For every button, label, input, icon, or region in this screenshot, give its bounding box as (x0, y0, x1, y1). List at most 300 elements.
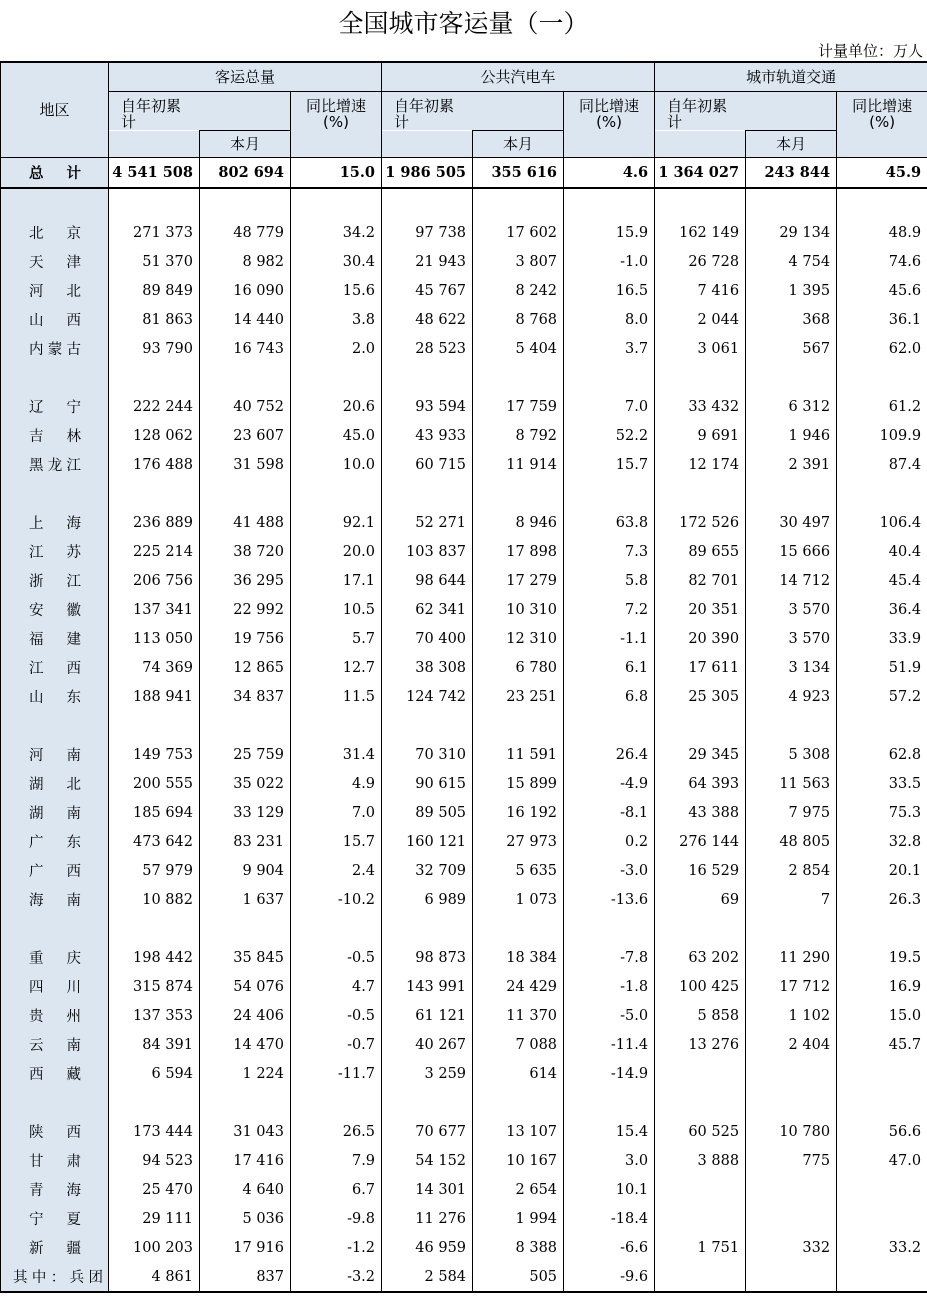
ytd-cell (109, 914, 200, 943)
month-cell: 27 973 (473, 827, 564, 856)
table-row (1, 247, 927, 276)
region-cell (1, 537, 109, 566)
ytd-cell: 222 244 (109, 392, 200, 421)
month-cell: 22 992 (200, 595, 291, 624)
yoy-cell: 5.8 (564, 566, 655, 595)
ytd-cell: 3 061 (655, 334, 746, 363)
yoy-header-rail (837, 92, 927, 158)
ytd-cell: 10 882 (109, 885, 200, 914)
month-cell (473, 1088, 564, 1117)
ytd-cell: 225 214 (109, 537, 200, 566)
month-cell: 11 563 (746, 769, 837, 798)
ytd-cell: 25 470 (109, 1175, 200, 1204)
region-name: 湖南 (29, 806, 81, 822)
ytd-cell: 137 353 (109, 1001, 200, 1030)
ytd-cell: 94 523 (109, 1146, 200, 1175)
ytd-cell: 29 111 (109, 1204, 200, 1233)
month-cell: 4 754 (746, 247, 837, 276)
ytd-cell (109, 479, 200, 508)
table-row (1, 334, 927, 363)
yoy-cell: -6.6 (564, 1233, 655, 1262)
ytd-cell: 89 849 (109, 276, 200, 305)
yoy-cell: 31.4 (291, 740, 382, 769)
month-cell: 1 637 (200, 885, 291, 914)
region-cell (1, 653, 109, 682)
yoy-cell: 15.7 (291, 827, 382, 856)
spacer-row (1, 914, 927, 943)
ytd-cell: 185 694 (109, 798, 200, 827)
ytd-cell: 52 271 (382, 508, 473, 537)
yoy-cell: 19.5 (837, 943, 927, 972)
yoy-cell (837, 1088, 927, 1117)
yoy-cell: 109.9 (837, 421, 927, 450)
ytd-cell: 9 691 (655, 421, 746, 450)
month-cell: 17 416 (200, 1146, 291, 1175)
table-row (1, 624, 927, 653)
yoy-cell: 75.3 (837, 798, 927, 827)
ytd-cell: 32 709 (382, 856, 473, 885)
ytd-cell: 48 622 (382, 305, 473, 334)
ytd-cell (655, 1059, 746, 1088)
group-header-total: 客运总量 (109, 62, 382, 92)
yoy-cell (291, 711, 382, 740)
ytd-cell: 93 790 (109, 334, 200, 363)
table-body (1, 158, 927, 1293)
yoy-cell: -4.9 (564, 769, 655, 798)
month-cell: 17 279 (473, 566, 564, 595)
region-name: 广西 (29, 864, 81, 880)
month-cell: 38 720 (200, 537, 291, 566)
ytd-cell: 28 523 (382, 334, 473, 363)
month-cell: 13 107 (473, 1117, 564, 1146)
ytd-cell: 162 149 (655, 218, 746, 247)
table-row (1, 885, 927, 914)
yoy-cell (291, 188, 382, 218)
ytd-cell: 5 858 (655, 1001, 746, 1030)
yoy-cell: 62.8 (837, 740, 927, 769)
yoy-cell: 63.8 (564, 508, 655, 537)
region-cell (1, 247, 109, 276)
region-name: 宁夏 (29, 1212, 81, 1228)
table-row (1, 1117, 927, 1146)
region-name: 其中：兵团 (13, 1270, 103, 1286)
yoy-cell: 48.9 (837, 218, 927, 247)
region-name: 广东 (29, 835, 81, 851)
ytd-cell: 173 444 (109, 1117, 200, 1146)
ytd-cell: 7 416 (655, 276, 746, 305)
yoy-cell: 56.6 (837, 1117, 927, 1146)
month-cell (473, 363, 564, 392)
region-cell (1, 740, 109, 769)
month-cell: 17 759 (473, 392, 564, 421)
ytd-cell (109, 1088, 200, 1117)
month-cell: 12 865 (200, 653, 291, 682)
region-cell (1, 334, 109, 363)
yoy-cell: 3.8 (291, 305, 382, 334)
month-cell: 2 404 (746, 1030, 837, 1059)
region-cell (1, 392, 109, 421)
yoy-line1: 同比增速 (306, 97, 367, 115)
ytd-cell: 137 341 (109, 595, 200, 624)
spacer-row (1, 1088, 927, 1117)
region-cell (1, 479, 109, 508)
ytd-cell: 43 933 (382, 421, 473, 450)
ytd-header-bus (382, 92, 564, 131)
ytd-text: 自年初累计 (394, 97, 455, 131)
month-cell (473, 188, 564, 218)
yoy-cell: 45.9 (837, 158, 927, 189)
yoy-cell: 7.0 (564, 392, 655, 421)
ytd-cell: 20 390 (655, 624, 746, 653)
month-cell (746, 1175, 837, 1204)
month-cell: 17 712 (746, 972, 837, 1001)
table-row (1, 392, 927, 421)
month-cell (473, 711, 564, 740)
month-cell: 5 308 (746, 740, 837, 769)
month-cell: 34 837 (200, 682, 291, 711)
region-cell (1, 218, 109, 247)
ytd-cell: 271 373 (109, 218, 200, 247)
region-name: 内蒙古 (29, 342, 81, 358)
ytd-cell: 6 989 (382, 885, 473, 914)
month-cell: 837 (200, 1262, 291, 1292)
spacer-row (1, 711, 927, 740)
yoy-cell: 10.1 (564, 1175, 655, 1204)
yoy-cell: 15.4 (564, 1117, 655, 1146)
region-name: 四川 (29, 980, 81, 996)
region-name: 天津 (29, 255, 81, 271)
spacer-row (1, 188, 927, 218)
month-cell: 23 607 (200, 421, 291, 450)
region-cell (1, 1204, 109, 1233)
ytd-cell (655, 1262, 746, 1292)
month-cell: 332 (746, 1233, 837, 1262)
yoy-cell: 7.0 (291, 798, 382, 827)
yoy-cell: -13.6 (564, 885, 655, 914)
yoy-cell: 62.0 (837, 334, 927, 363)
table-row (1, 450, 927, 479)
ytd-cell: 63 202 (655, 943, 746, 972)
ytd-cell: 100 425 (655, 972, 746, 1001)
yoy-cell: -1.2 (291, 1233, 382, 1262)
spacer-row (1, 363, 927, 392)
yoy-cell: 47.0 (837, 1146, 927, 1175)
yoy-cell: 12.7 (291, 653, 382, 682)
yoy-line2: (%) (323, 113, 349, 131)
month-header-rail: 本月 (746, 131, 837, 158)
ytd-cell: 64 393 (655, 769, 746, 798)
ytd-cell: 46 959 (382, 1233, 473, 1262)
yoy-cell: -0.5 (291, 943, 382, 972)
month-cell: 25 759 (200, 740, 291, 769)
yoy-cell: 16.5 (564, 276, 655, 305)
month-header-bus: 本月 (473, 131, 564, 158)
ytd-cell: 315 874 (109, 972, 200, 1001)
month-cell: 2 391 (746, 450, 837, 479)
table-row (1, 1262, 927, 1292)
ytd-cell: 1 364 027 (655, 158, 746, 189)
ytd-cell: 3 259 (382, 1059, 473, 1088)
yoy-line2: (%) (596, 113, 623, 131)
yoy-cell: -1.1 (564, 624, 655, 653)
table-row (1, 682, 927, 711)
ytd-cell (655, 1088, 746, 1117)
table-row (1, 1030, 927, 1059)
ytd-cell (655, 479, 746, 508)
ytd-cell: 54 152 (382, 1146, 473, 1175)
yoy-cell (837, 188, 927, 218)
region-cell (1, 914, 109, 943)
month-header-total: 本月 (200, 131, 291, 158)
ytd-cell: 172 526 (655, 508, 746, 537)
month-cell: 2 854 (746, 856, 837, 885)
month-cell (200, 711, 291, 740)
month-cell (200, 188, 291, 218)
ytd-cell: 124 742 (382, 682, 473, 711)
region-name: 上海 (29, 516, 81, 532)
region-name: 吉林 (29, 429, 81, 445)
yoy-cell: 6.8 (564, 682, 655, 711)
yoy-cell: 74.6 (837, 247, 927, 276)
yoy-cell: 36.1 (837, 305, 927, 334)
ytd-cell: 90 615 (382, 769, 473, 798)
ytd-cell: 61 121 (382, 1001, 473, 1030)
yoy-cell: 92.1 (291, 508, 382, 537)
page-title: 全国城市客运量（一） (338, 9, 589, 38)
ytd-cell: 2 044 (655, 305, 746, 334)
region-name: 河北 (29, 284, 81, 300)
month-cell: 5 404 (473, 334, 564, 363)
yoy-cell: 3.0 (564, 1146, 655, 1175)
yoy-cell: -7.8 (564, 943, 655, 972)
region-cell (1, 508, 109, 537)
month-cell: 505 (473, 1262, 564, 1292)
yoy-cell (564, 711, 655, 740)
table-row (1, 1001, 927, 1030)
month-cell: 7 (746, 885, 837, 914)
region-name: 海南 (29, 893, 81, 909)
month-cell: 14 712 (746, 566, 837, 595)
yoy-cell: 52.2 (564, 421, 655, 450)
region-name: 湖北 (29, 777, 81, 793)
table-row (1, 1146, 927, 1175)
yoy-cell: 36.4 (837, 595, 927, 624)
month-cell: 31 043 (200, 1117, 291, 1146)
spacer-row (1, 479, 927, 508)
yoy-cell (837, 711, 927, 740)
yoy-cell (837, 1175, 927, 1204)
month-cell (473, 479, 564, 508)
ytd-cell (655, 711, 746, 740)
month-cell: 7 088 (473, 1030, 564, 1059)
month-cell: 54 076 (200, 972, 291, 1001)
region-cell (1, 624, 109, 653)
yoy-cell: -0.5 (291, 1001, 382, 1030)
yoy-cell: 33.2 (837, 1233, 927, 1262)
table-row (1, 972, 927, 1001)
yoy-cell: -1.8 (564, 972, 655, 1001)
month-cell: 243 844 (746, 158, 837, 189)
month-cell (746, 363, 837, 392)
table-row (1, 827, 927, 856)
yoy-cell: 45.0 (291, 421, 382, 450)
yoy-cell: -9.8 (291, 1204, 382, 1233)
region-cell (1, 421, 109, 450)
yoy-cell (564, 479, 655, 508)
region-name: 浙江 (29, 574, 81, 590)
yoy-line1: 同比增速 (852, 97, 913, 115)
table-row (1, 421, 927, 450)
month-cell (746, 1262, 837, 1292)
ytd-cell: 176 488 (109, 450, 200, 479)
month-cell: 3 807 (473, 247, 564, 276)
ytd-cell: 188 941 (109, 682, 200, 711)
month-cell (746, 711, 837, 740)
ytd-cell: 33 432 (655, 392, 746, 421)
yoy-cell: 40.4 (837, 537, 927, 566)
region-name: 江西 (29, 661, 81, 677)
yoy-cell: -18.4 (564, 1204, 655, 1233)
region-name: 青海 (29, 1183, 81, 1199)
month-cell: 15 899 (473, 769, 564, 798)
month-cell: 1 994 (473, 1204, 564, 1233)
region-cell (1, 305, 109, 334)
yoy-cell: 30.4 (291, 247, 382, 276)
ytd-cell: 2 584 (382, 1262, 473, 1292)
ytd-cell: 38 308 (382, 653, 473, 682)
ytd-cell: 6 594 (109, 1059, 200, 1088)
table-row (1, 798, 927, 827)
region-cell (1, 798, 109, 827)
table-row (1, 305, 927, 334)
month-cell: 775 (746, 1146, 837, 1175)
yoy-cell (837, 479, 927, 508)
month-cell (200, 479, 291, 508)
month-cell: 17 898 (473, 537, 564, 566)
yoy-cell: 51.9 (837, 653, 927, 682)
region-name: 贵州 (29, 1009, 81, 1025)
region-cell (1, 450, 109, 479)
month-cell: 14 470 (200, 1030, 291, 1059)
month-cell: 9 904 (200, 856, 291, 885)
ytd-spacer (382, 131, 473, 158)
yoy-cell: 15.9 (564, 218, 655, 247)
ytd-cell: 200 555 (109, 769, 200, 798)
yoy-header-total (291, 92, 382, 158)
ytd-cell: 51 370 (109, 247, 200, 276)
yoy-header-bus (564, 92, 655, 158)
ytd-cell: 198 442 (109, 943, 200, 972)
yoy-cell (837, 1262, 927, 1292)
region-name: 安徽 (29, 603, 81, 619)
yoy-cell: -8.1 (564, 798, 655, 827)
month-cell (746, 479, 837, 508)
ytd-cell: 70 677 (382, 1117, 473, 1146)
yoy-cell (291, 479, 382, 508)
table-row (1, 740, 927, 769)
month-cell: 48 779 (200, 218, 291, 247)
month-cell (200, 914, 291, 943)
month-cell: 24 429 (473, 972, 564, 1001)
month-cell: 33 129 (200, 798, 291, 827)
table-row (1, 218, 927, 247)
ytd-cell (382, 363, 473, 392)
yoy-cell: -0.7 (291, 1030, 382, 1059)
month-cell: 83 231 (200, 827, 291, 856)
month-cell: 17 602 (473, 218, 564, 247)
ytd-cell: 12 174 (655, 450, 746, 479)
month-cell: 36 295 (200, 566, 291, 595)
table-row (1, 1175, 927, 1204)
ytd-cell: 98 644 (382, 566, 473, 595)
month-cell: 802 694 (200, 158, 291, 189)
ytd-cell: 11 276 (382, 1204, 473, 1233)
region-cell (1, 158, 109, 189)
yoy-line2: (%) (869, 113, 896, 131)
ytd-cell: 160 121 (382, 827, 473, 856)
yoy-cell (564, 914, 655, 943)
yoy-cell: -11.7 (291, 1059, 382, 1088)
yoy-cell: 8.0 (564, 305, 655, 334)
table-row (1, 566, 927, 595)
ytd-cell: 13 276 (655, 1030, 746, 1059)
month-cell: 24 406 (200, 1001, 291, 1030)
month-cell: 368 (746, 305, 837, 334)
month-cell: 17 916 (200, 1233, 291, 1262)
month-cell: 8 982 (200, 247, 291, 276)
region-name: 新疆 (29, 1241, 81, 1257)
yoy-cell (291, 914, 382, 943)
region-header: 地区 (1, 62, 109, 158)
ytd-cell: 81 863 (109, 305, 200, 334)
yoy-cell: 4.6 (564, 158, 655, 189)
ytd-cell: 43 388 (655, 798, 746, 827)
region-name: 江苏 (29, 545, 81, 561)
ytd-cell (655, 363, 746, 392)
month-cell: 15 666 (746, 537, 837, 566)
month-cell: 23 251 (473, 682, 564, 711)
ytd-cell (655, 1204, 746, 1233)
yoy-cell: 20.6 (291, 392, 382, 421)
yoy-cell: 5.7 (291, 624, 382, 653)
region-cell (1, 1117, 109, 1146)
ytd-cell (109, 711, 200, 740)
ytd-cell: 17 611 (655, 653, 746, 682)
region-cell (1, 1088, 109, 1117)
ytd-cell: 26 728 (655, 247, 746, 276)
month-cell (746, 914, 837, 943)
month-cell: 35 022 (200, 769, 291, 798)
ytd-cell: 97 738 (382, 218, 473, 247)
ytd-cell: 60 715 (382, 450, 473, 479)
yoy-cell: 26.3 (837, 885, 927, 914)
region-cell (1, 595, 109, 624)
yoy-cell: 45.4 (837, 566, 927, 595)
month-cell (200, 1088, 291, 1117)
ytd-cell: 74 369 (109, 653, 200, 682)
month-cell (746, 188, 837, 218)
unit-label: 计量单位：万人 (817, 42, 923, 60)
month-cell: 48 805 (746, 827, 837, 856)
yoy-cell: 15.6 (291, 276, 382, 305)
month-cell: 7 975 (746, 798, 837, 827)
month-cell: 11 914 (473, 450, 564, 479)
month-cell: 6 312 (746, 392, 837, 421)
yoy-cell: 3.7 (564, 334, 655, 363)
yoy-cell: -11.4 (564, 1030, 655, 1059)
ytd-cell: 14 301 (382, 1175, 473, 1204)
yoy-cell: 26.5 (291, 1117, 382, 1146)
